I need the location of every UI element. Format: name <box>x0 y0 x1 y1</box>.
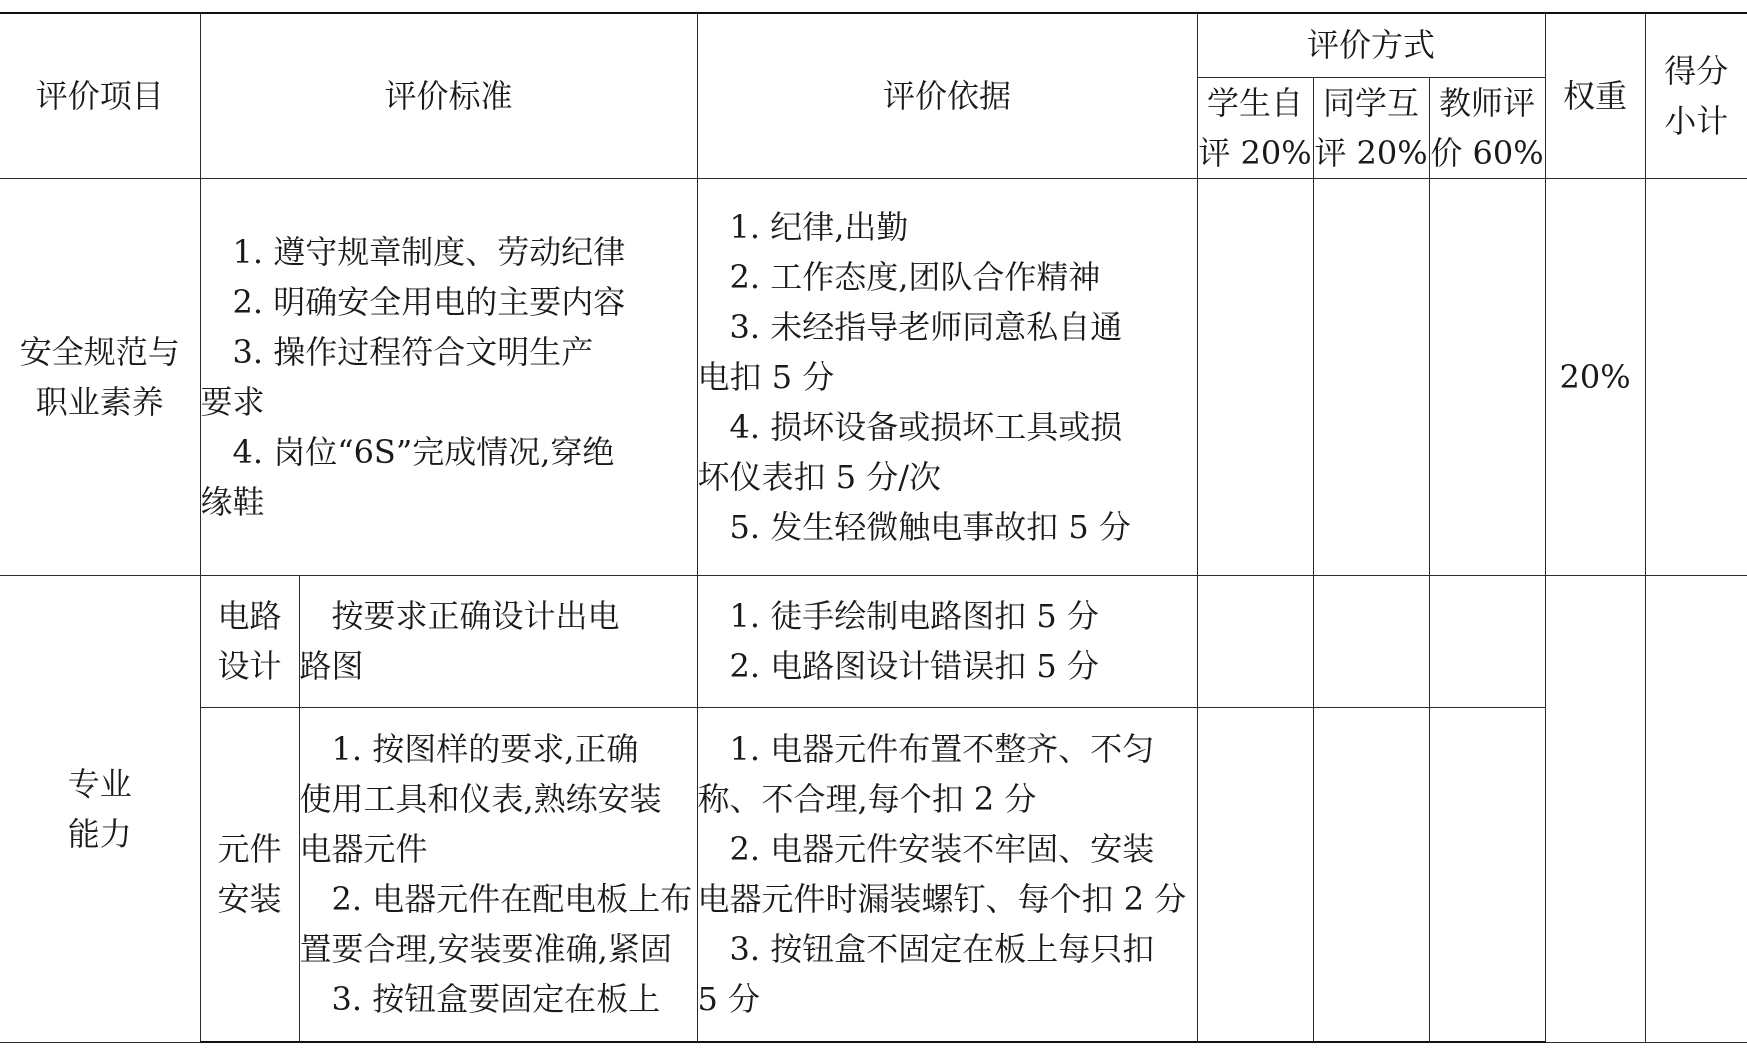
safety-basis-line: 3. 未经指导老师同意私自通 <box>729 307 1123 346</box>
safety-basis-line: 5. 发生轻微触电事故扣 5 分 <box>729 507 1131 546</box>
header-peer-eval <box>1313 77 1429 178</box>
component-teacher-eval-cell[interactable] <box>1429 707 1545 1042</box>
circuit-name-line: 设计 <box>217 647 282 685</box>
safety-basis-line: 坏仪表扣 5 分/次 <box>697 457 942 496</box>
safety-basis-line: 4. 损坏设备或损坏工具或损 <box>729 407 1123 446</box>
circuit-basis-cell <box>697 575 1197 707</box>
safety-weight-cell: 20% <box>1545 178 1645 575</box>
evaluation-table <box>0 12 1747 1043</box>
professional-item-line: 专业 <box>67 764 132 803</box>
component-basis-line: 电器元件时漏装螺钉、每个扣 2 分 <box>697 880 1187 919</box>
component-standard-line: 使用工具和仪表,熟练安装 <box>299 780 662 819</box>
safety-standard-line: 2. 明确安全用电的主要内容 <box>232 282 626 321</box>
circuit-teacher-eval-cell[interactable] <box>1429 575 1545 707</box>
safety-self-eval-cell[interactable] <box>1197 178 1313 575</box>
circuit-basis-line: 1. 徒手绘制电路图扣 5 分 <box>729 597 1099 635</box>
safety-basis-line: 2. 工作态度,团队合作精神 <box>729 257 1101 296</box>
component-basis-line: 2. 电器元件安装不牢固、安装 <box>729 830 1155 869</box>
component-standard-line: 2. 电器元件在配电板上布 <box>331 880 693 919</box>
header-standard: 评价标准 <box>200 13 697 178</box>
component-basis-cell <box>697 707 1197 1042</box>
header-item: 评价项目 <box>0 13 200 178</box>
table-row <box>0 707 1747 1042</box>
header-subtotal <box>1645 13 1747 178</box>
header-row <box>0 13 1747 77</box>
component-name-line: 元件 <box>217 830 282 869</box>
component-standard-line: 置要合理,安装要准确,紧固 <box>299 930 672 969</box>
component-self-eval-cell[interactable] <box>1197 707 1313 1042</box>
safety-item-line: 职业素养 <box>35 382 164 421</box>
table-row <box>0 575 1747 707</box>
header-self-eval-line: 学生自 <box>1207 83 1304 122</box>
component-standard-line: 1. 按图样的要求,正确 <box>331 730 639 769</box>
component-standard-cell <box>299 707 697 1042</box>
header-method: 评价方式 <box>1197 13 1545 77</box>
circuit-standard-cell <box>299 575 697 707</box>
component-basis-line: 3. 按钮盒不固定在板上每只扣 <box>729 930 1155 969</box>
safety-item-cell <box>0 178 200 575</box>
circuit-peer-eval-cell[interactable] <box>1313 575 1429 707</box>
circuit-standard-line: 按要求正确设计出电 <box>331 597 620 635</box>
component-standard-line: 电器元件 <box>299 830 428 869</box>
header-self-eval <box>1197 77 1313 178</box>
safety-standard-line: 3. 操作过程符合文明生产 <box>232 332 594 371</box>
circuit-standard-line: 路图 <box>299 647 364 685</box>
circuit-basis-line: 2. 电路图设计错误扣 5 分 <box>729 647 1099 685</box>
safety-standard-line: 要求 <box>200 382 265 421</box>
circuit-name-cell <box>200 575 299 707</box>
component-name-line: 安装 <box>217 880 282 919</box>
header-basis: 评价依据 <box>697 13 1197 178</box>
safety-basis-line: 电扣 5 分 <box>697 357 835 396</box>
safety-peer-eval-cell[interactable] <box>1313 178 1429 575</box>
component-basis-line: 称、不合理,每个扣 2 分 <box>697 780 1037 819</box>
component-standard-line: 3. 按钮盒要固定在板上 <box>331 980 661 1019</box>
component-name-cell <box>200 707 299 1042</box>
header-weight: 权重 <box>1545 13 1645 178</box>
safety-standard-line: 1. 遵守规章制度、劳动纪律 <box>232 232 626 271</box>
header-subtotal-line: 得分 <box>1664 51 1729 90</box>
header-teacher-eval <box>1429 77 1545 178</box>
safety-standard-cell <box>200 178 697 575</box>
safety-basis-line: 1. 纪律,出勤 <box>729 207 909 246</box>
safety-standard-line: 4. 岗位“6S”完成情况,穿绝 <box>232 432 615 471</box>
header-teacher-eval-line: 教师评 <box>1439 83 1536 122</box>
component-peer-eval-cell[interactable] <box>1313 707 1429 1042</box>
safety-teacher-eval-cell[interactable] <box>1429 178 1545 575</box>
header-peer-eval-line: 同学互 <box>1323 83 1420 122</box>
safety-subtotal-cell[interactable] <box>1645 178 1747 575</box>
header-subtotal-line: 小计 <box>1664 101 1729 140</box>
table-row <box>0 178 1747 575</box>
header-peer-eval-line: 评 20% <box>1314 133 1428 172</box>
safety-item-line: 安全规范与 <box>19 332 180 371</box>
professional-item-cell <box>0 575 200 1042</box>
safety-basis-cell <box>697 178 1197 575</box>
safety-standard-line: 缘鞋 <box>200 482 265 521</box>
component-basis-line: 5 分 <box>697 980 761 1019</box>
component-basis-line: 1. 电器元件布置不整齐、不匀 <box>729 730 1155 769</box>
professional-weight-cell <box>1545 575 1645 1042</box>
professional-subtotal-cell[interactable] <box>1645 575 1747 1042</box>
header-teacher-eval-line: 价 60% <box>1430 133 1544 172</box>
header-self-eval-line: 评 20% <box>1198 133 1312 172</box>
circuit-name-line: 电路 <box>217 597 282 635</box>
circuit-self-eval-cell[interactable] <box>1197 575 1313 707</box>
professional-item-line: 能力 <box>67 814 132 853</box>
